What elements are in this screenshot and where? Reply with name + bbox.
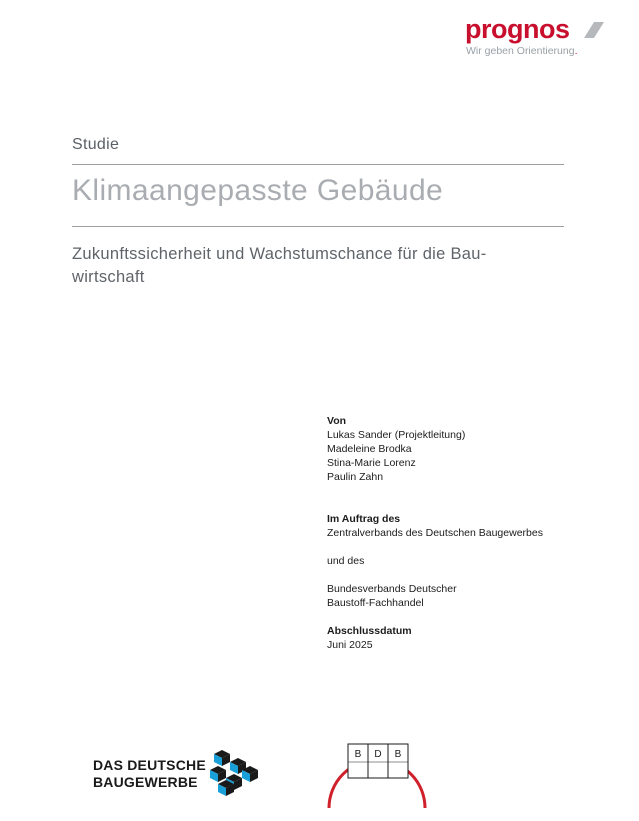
client-connector: und des <box>327 555 365 567</box>
prognos-tagline: Wir geben Orientierung. <box>466 45 578 57</box>
client-name: Baustoff-Fachhandel <box>327 597 424 609</box>
bdb-logo <box>326 740 430 812</box>
report-title: Klimaangepasste Gebäude <box>72 174 444 207</box>
document-type-label: Studie <box>72 136 120 153</box>
prognos-logo <box>462 14 612 62</box>
commission-heading: Im Auftrag des <box>327 513 401 525</box>
author-name: Paulin Zahn <box>327 471 384 483</box>
prognos-swoosh-icon <box>574 20 604 40</box>
report-info-block <box>327 414 543 652</box>
prognos-wordmark: prognos <box>465 14 570 44</box>
client-name: Zentralverbands des Deutschen Baugewerbes <box>327 527 543 539</box>
divider-bottom <box>72 226 564 227</box>
client-name: Bundesverbands Deutscher <box>327 583 457 595</box>
bdb-letter: D <box>374 749 382 760</box>
zdb-logo-line1: DAS DEUTSCHE <box>93 757 206 773</box>
divider-top <box>72 164 564 165</box>
report-subtitle: Zukunftssicherheit und Wachstumschance für die Bau- wirtschaft <box>72 245 487 286</box>
author-name: Madeleine Brodka <box>327 443 412 455</box>
author-name: Stina-Marie Lorenz <box>327 457 416 469</box>
author-name: Lukas Sander (Projektleitung) <box>327 429 466 441</box>
zdb-logo-line2: BAUGEWERBE <box>93 774 198 790</box>
bdb-letter: B <box>394 749 402 760</box>
zdb-logo <box>93 748 268 800</box>
completion-heading: Abschlussdatum <box>327 625 412 637</box>
completion-date: Juni 2025 <box>327 639 373 651</box>
zdb-cubes-icon <box>206 748 262 800</box>
authors-heading: Von <box>327 415 347 427</box>
bdb-letter: B <box>354 749 362 760</box>
